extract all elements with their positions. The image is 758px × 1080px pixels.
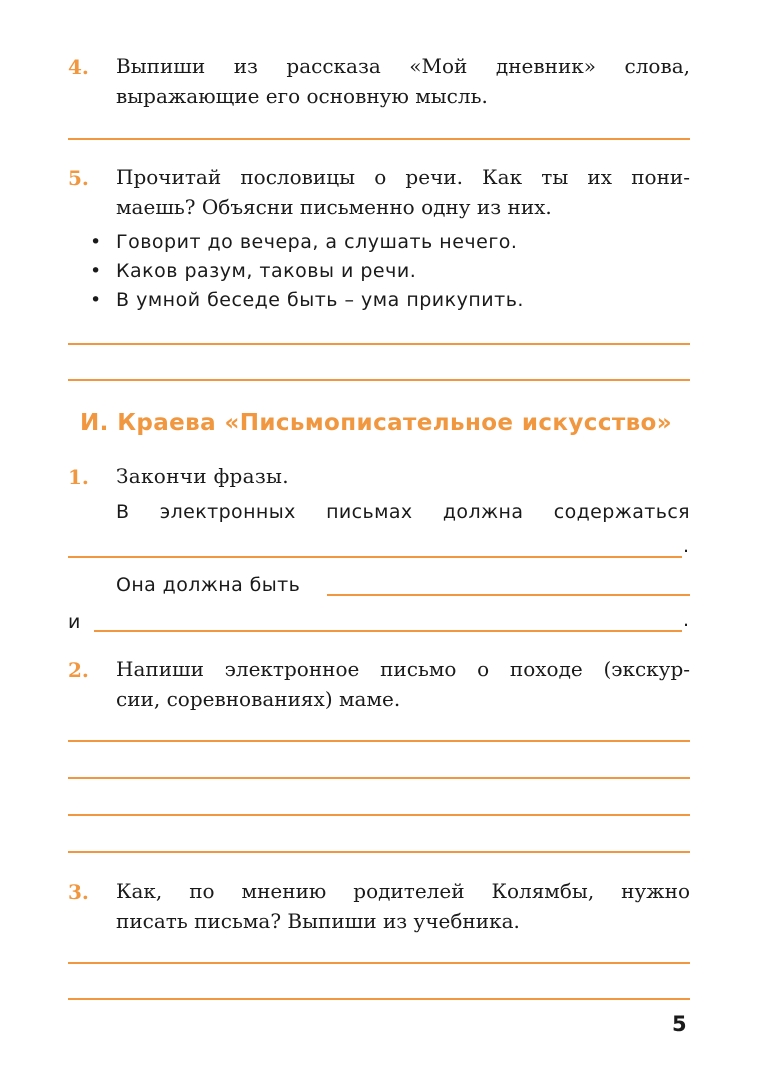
task-text-line: Как, по мнению родителей Колямбы, нужно (116, 879, 690, 903)
period: . (683, 535, 690, 557)
answer-line[interactable] (68, 962, 690, 964)
section-title: И. Краева «Письмописательное искусство» (80, 410, 673, 436)
task-text-line: Напиши электронное письмо о походе (экскур- (116, 657, 690, 681)
task-text-line: сии, соревнованиях) маме. (116, 687, 401, 711)
conjunction-text: и (68, 611, 81, 633)
proverb-list (90, 228, 524, 315)
task-number: 4. (68, 55, 89, 79)
page-number: 5 (672, 1012, 687, 1036)
task-number: 3. (68, 880, 89, 904)
answer-line[interactable] (94, 630, 682, 632)
task-instruction: Закончи фразы. (116, 464, 289, 488)
task-text-line: выражающие его основную мысль. (116, 84, 488, 108)
task-number: 5. (68, 166, 89, 190)
proverb-item: • Говорит до вечера, а слушать нечего. (90, 228, 524, 257)
answer-line[interactable] (68, 777, 690, 779)
task-text-line: Выпиши из рассказа «Мой дневник» слова, (116, 54, 690, 78)
answer-line[interactable] (68, 740, 690, 742)
answer-line[interactable] (68, 379, 690, 381)
task-number: 2. (68, 658, 89, 682)
phrase-text: Она должна быть (116, 574, 301, 596)
answer-line[interactable] (68, 814, 690, 816)
task-text-line: писать письма? Выпиши из учебника. (116, 909, 520, 933)
answer-line[interactable] (68, 851, 690, 853)
task-text-line: Прочитай пословицы о речи. Как ты их пони- (116, 165, 690, 189)
phrase-text: В электронных письмах должна содержаться (116, 501, 690, 523)
proverb-item: • Каков разум, таковы и речи. (90, 257, 524, 286)
task-number: 1. (68, 465, 89, 489)
proverb-item: • В умной беседе быть – ума прикупить. (90, 286, 524, 315)
period: . (683, 609, 690, 631)
answer-line[interactable] (68, 998, 690, 1000)
task-text-line: маешь? Объясни письменно одну из них. (116, 195, 552, 219)
answer-line[interactable] (68, 556, 682, 558)
answer-line[interactable] (68, 138, 690, 140)
answer-line[interactable] (327, 594, 690, 596)
answer-line[interactable] (68, 343, 690, 345)
